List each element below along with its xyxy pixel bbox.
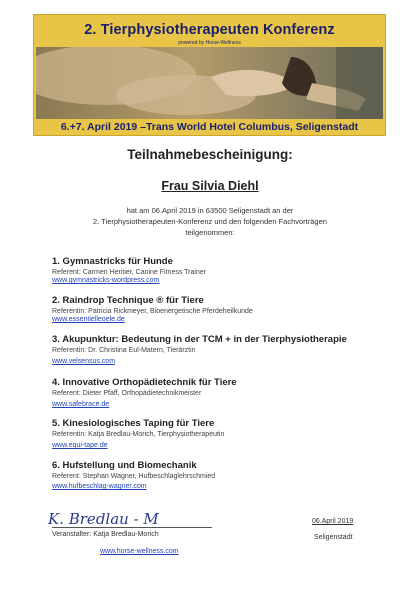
talk-link[interactable]: www.velsensus.com: [52, 358, 116, 365]
certificate-place: Seligenstadt: [314, 534, 353, 541]
signature-line: [52, 527, 212, 528]
intro-line: 2. Tierphysiotherapeuten-Konferenz und den folgenden Fachvorträgen: [93, 217, 327, 226]
talk-referent: Referentin: Patricia Rickmeyer, Bioenergetische Pferdeheilkunde: [52, 308, 253, 315]
certificate-date: 06.April 2019: [312, 518, 354, 525]
certificate-heading: Teilnahmebescheinigung:: [127, 147, 293, 162]
conference-date-location: 6.+7. April 2019 –Trans World Hotel Columbus, Seligenstadt: [60, 121, 359, 133]
talk-item: [52, 418, 392, 449]
talk-item: [52, 295, 392, 323]
talk-link[interactable]: www.hufbeschlag-wagner.com: [52, 483, 147, 490]
intro-line: teilgenommen:: [185, 228, 235, 237]
conference-subtitle: powered by Horse-Wellness: [178, 40, 241, 46]
participant-name: [0, 179, 420, 193]
talk-referent: Referent: Stephan Wagner, Hufbeschlaglehrschmied: [52, 473, 216, 480]
intro-line: hat am 06.April 2019 in 63500 Seligenstadt an der: [126, 206, 294, 215]
banner-photo: [36, 47, 383, 119]
talk-referent: Referent: Carmen Heritier, Canine Fitness Trainer: [52, 269, 207, 276]
talk-item: [52, 377, 392, 408]
talk-item: [52, 256, 392, 284]
talk-title: 5. Kinesiologisches Taping für Tiere: [52, 418, 215, 429]
talk-link[interactable]: www.essentielleoele.de: [52, 316, 125, 323]
talk-referent: Referent: Dieter Pfaff, Orthopädietechnikmeister: [52, 390, 202, 397]
talk-link[interactable]: www.equi-tape.de: [52, 442, 108, 449]
participant-name-text: Frau Silvia Diehl: [161, 179, 259, 193]
talk-title: 6. Hufstellung und Biomechanik: [52, 460, 197, 471]
organizer: Veranstalter: Katja Bredlau-Morich: [52, 531, 159, 538]
intro-text: [60, 205, 360, 238]
talk-title: 1. Gymnastricks für Hunde: [52, 256, 173, 267]
talk-link[interactable]: www.gymnastricks-wordpress.com: [52, 277, 160, 284]
organizer-link[interactable]: www.horse-wellness.com: [100, 548, 179, 555]
talk-item: [52, 334, 392, 365]
conference-banner: [33, 14, 386, 136]
talk-title: 3. Akupunktur: Bedeutung in der TCM + in der Tierphysiotherapie: [52, 334, 347, 345]
talk-item: [52, 460, 392, 490]
talk-referent: Referentin: Katja Bredlau-Morich, Tierphysiotherapeutin: [52, 431, 225, 438]
conference-title: 2. Tierphysiotherapeuten Konferenz: [84, 22, 335, 38]
talk-title: 4. Innovative Orthopädietechnik für Tiere: [52, 377, 237, 388]
talk-link[interactable]: www.safebrace.de: [52, 401, 110, 408]
talk-referent: Referentin: Dr. Christina Eul-Matern, Tierärztin: [52, 347, 196, 354]
horse-hoof-photo: [36, 47, 383, 119]
signature-text: K. Bredlau - M: [48, 510, 159, 528]
talk-title: 2. Raindrop Technique ® für Tiere: [52, 295, 204, 306]
